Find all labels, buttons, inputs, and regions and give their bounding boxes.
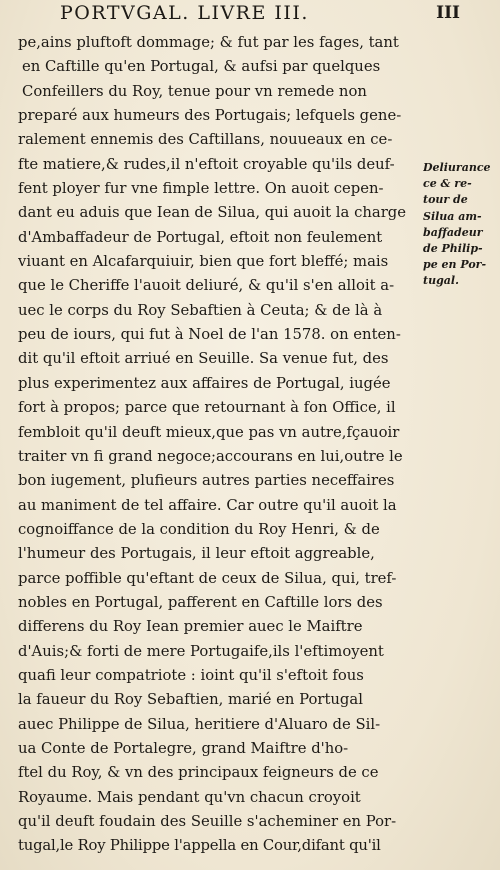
text-line: la faueur du Roy Sebaftien, marié en Portugal: [18, 691, 363, 709]
margin-note-line: baffadeur: [423, 225, 483, 239]
margin-note-line: tour de: [423, 193, 468, 207]
page-header: [60, 2, 460, 26]
text-line: dant eu aduis que Iean de Silua, qui auoit la charge: [18, 204, 407, 222]
text-line: d'Auis;& forti de mere Portugaife,ils l'eftimoyent: [18, 642, 384, 660]
margin-note: [423, 160, 500, 290]
margin-note-line: Deliurance: [423, 161, 491, 174]
text-line: en Caftille qu'en Portugal, & aufsi par quelques: [22, 58, 381, 76]
text-line: fembloit qu'il deuft mieux,que pas vn autre,fçauoir: [18, 423, 400, 441]
text-line: dit qu'il eftoit arriué en Seuille. Sa venue fut, des: [18, 350, 389, 368]
text-line: d'Ambaffadeur de Portugal, eftoit non feulement: [18, 228, 383, 246]
text-line: peu de iours, qui fut à Noel de l'an 1578. on enten-: [18, 326, 401, 344]
text-line: ua Conte de Portalegre, grand Maiftre d'ho-: [18, 739, 349, 757]
margin-note-line: de Philip-: [423, 241, 483, 255]
text-line: fent ployer fur vne fimple lettre. On auoit cepen-: [18, 180, 384, 198]
text-line: ralement ennemis des Caftillans, nouueaux en ce-: [18, 131, 393, 149]
page-number: III: [436, 3, 460, 23]
margin-note-line: Silua am-: [423, 209, 482, 223]
text-line: qu'il deuft foudain des Seuille s'acheminer en Por-: [18, 813, 397, 830]
text-line: ftel du Roy, & vn des principaux feigneurs de ce: [18, 764, 379, 782]
margin-note-line: tugal.: [423, 274, 459, 288]
text-line: pe,ains pluftoft dommage; & fut par les fages, tant: [18, 34, 399, 51]
text-line: auec Philippe de Silua, heritiere d'Aluaro de Sil-: [18, 715, 381, 733]
text-line: Confeillers du Roy, tenue pour vn remede non: [22, 82, 367, 100]
text-line: traiter vn fi grand negoce;accourans en lui,outre le: [18, 447, 403, 465]
text-line: Royaume. Mais pendant qu'vn chacun croyoit: [18, 788, 361, 806]
text-line: bon iugement, plufieurs autres parties neceffaires: [18, 472, 395, 490]
text-line: plus experimentez aux affaires de Portugal, iugée: [18, 374, 391, 392]
text-line: tugal,le Roy Philippe l'appella en Cour,difant qu'il: [18, 837, 381, 855]
running-head: PORTVGAL. LIVRE III.: [60, 2, 309, 24]
text-line: preparé aux humeurs des Portugais; lefquels gene-: [18, 107, 402, 125]
text-line: quafi leur compatriote : ioint qu'il s'eftoit fous: [18, 666, 364, 684]
margin-note-line: ce & re-: [423, 177, 472, 191]
text-line: differens du Roy Iean premier auec le Maiftre: [18, 618, 363, 636]
text-line: parce poffible qu'eftant de ceux de Silua, qui, tref-: [18, 569, 397, 587]
margin-note-line: pe en Por-: [423, 258, 487, 272]
text-line: au maniment de tel affaire. Car outre qu'il auoit la: [18, 496, 397, 514]
text-line: que le Cheriffe l'auoit deliuré, & qu'il s'en alloit a-: [18, 277, 395, 295]
text-line: uec le corps du Roy Sebaftien à Ceuta; & de là à: [18, 301, 383, 319]
body-text: [18, 31, 418, 859]
text-line: viuant en Alcafarquiuir, bien que fort bleffé; mais: [18, 253, 389, 271]
text-line: fort à propos; parce que retournant à fon Office, il: [18, 399, 396, 417]
text-line: fte matiere,& rudes,il n'eftoit croyable qu'ils deuf-: [18, 155, 395, 173]
text-line: l'humeur des Portugais, il leur eftoit aggreable,: [18, 545, 375, 563]
text-line: nobles en Portugal, pafferent en Caftille lors des: [18, 593, 383, 611]
text-line: cognoiffance de la condition du Roy Henri, & de: [18, 520, 380, 538]
